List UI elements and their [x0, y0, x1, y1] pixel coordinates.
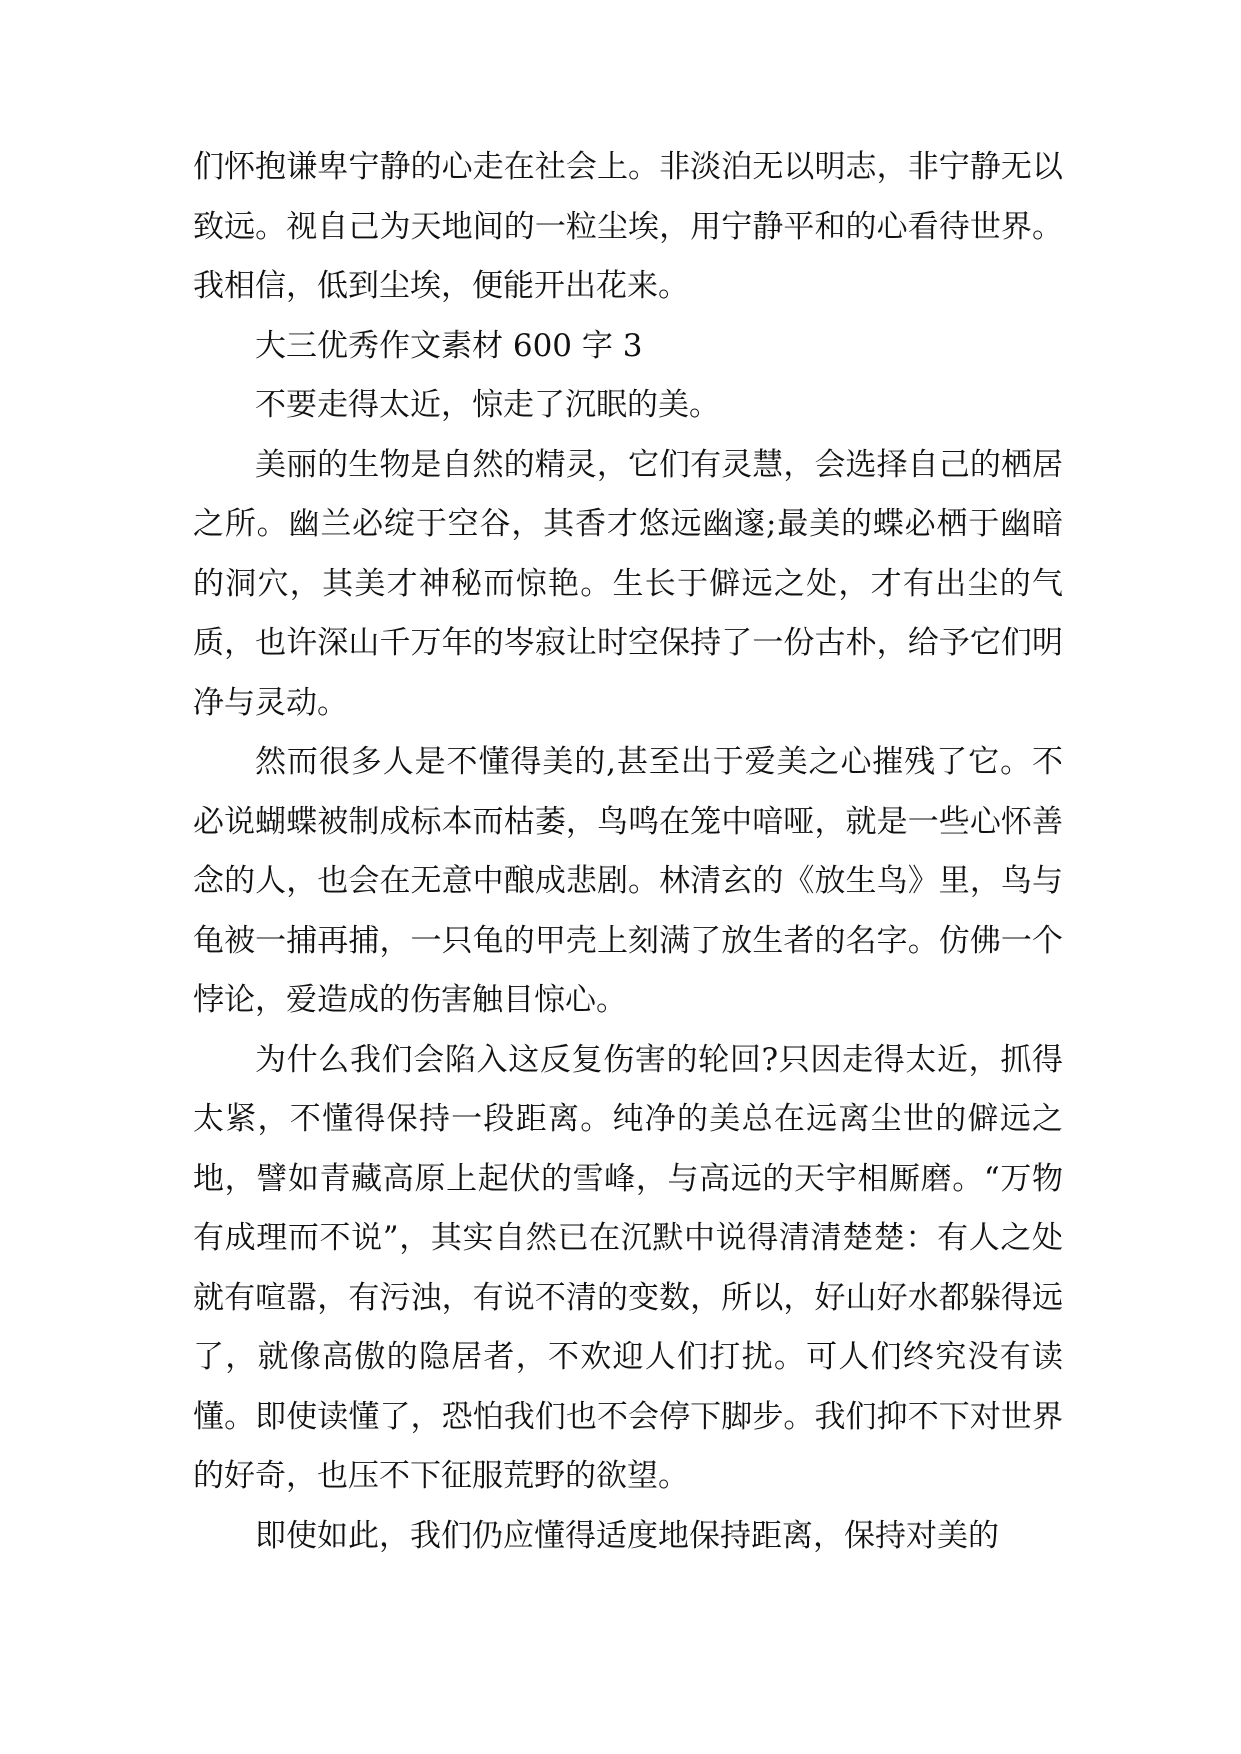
body-paragraph: 即使如此，我们仍应懂得适度地保持距离，保持对美的: [255, 1517, 999, 1554]
body-paragraph: 美丽的生物是自然的精灵，它们有灵慧，会选择自己的栖居之所。幽兰必绽于空谷，其香才悠远幽邃;最美的蝶必栖于幽暗的洞穴，其美才神秘而惊艳。生长于僻远之处，才有出尘的气质，也许深山千万年的岑寂让时空保持了一份古朴，给予它们明净与灵动。: [193, 446, 1063, 721]
body-paragraph: 为什么我们会陷入这反复伤害的轮回?只因走得太近，抓得太紧，不懂得保持一段距离。纯净的美总在远离尘世的僻远之地，譬如青藏高原上起伏的雪峰，与高远的天宇相厮磨。“万物有成理而不说”，其实自然已在沉默中说得清清楚楚：有人之处就有喧嚣，有污浊，有说不清的变数，所以，好山好水都躲得远了，就像高傲的隐居者，不欢迎人们打扰。可人们终究没有读懂。即使读懂了，恐怕我们也不会停下脚步。我们抑不下对世界的好奇，也压不下征服荒野的欲望。: [193, 1041, 1063, 1494]
essay-title: 大三优秀作文素材 600 字 3: [255, 327, 643, 364]
continuation-paragraph: 们怀抱谦卑宁静的心走在社会上。非淡泊无以明志，非宁静无以致远。视自己为天地间的一粒尘埃，用宁静平和的心看待世界。我相信，低到尘埃，便能开出花来。: [193, 149, 1063, 304]
essay-text: [193, 138, 1063, 1566]
body-paragraph: 不要走得太近，惊走了沉眠的美。: [255, 387, 720, 423]
body-paragraph: 然而很多人是不懂得美的,甚至出于爱美之心摧残了它。不必说蝴蝶被制成标本而枯萎，鸟鸣在笼中喑哑，就是一些心怀善念的人，也会在无意中酿成悲剧。林清玄的《放生鸟》里，鸟与龟被一捕再捕，一只龟的甲壳上刻满了放生者的名字。仿佛一个悖论，爱造成的伤害触目惊心。: [193, 744, 1063, 1018]
